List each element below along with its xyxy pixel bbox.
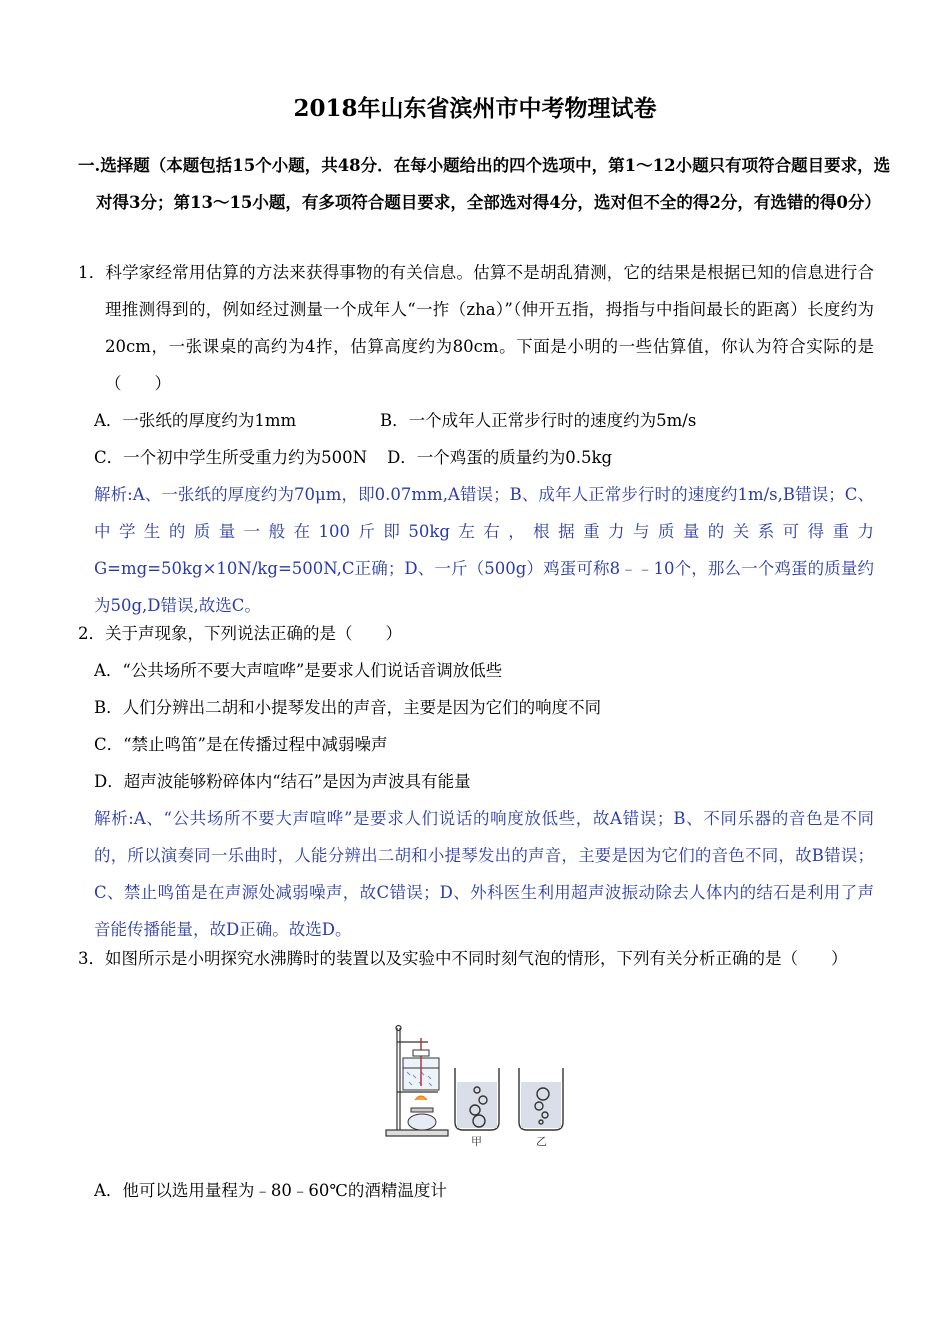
question-3-option-a: A．他可以选用量程为﹣80﹣60℃的酒精温度计	[94, 1181, 447, 1200]
question-1-stem: 1．科学家经常用估算的方法来获得事物的有关信息。估算不是胡乱猜测，它的结果是根据已知的信息进行合理推测得到的，例如经过测量一个成年人“一拃（zha）”（伸开五指，拇指与中指间最长的距离）长度约为20cm，一张课桌的高约为4拃，估算高度约为80cm。下面是小明的一些估算值，你认为符合实际的是（ ）	[78, 263, 874, 393]
section-heading: 一.选择题（本题包括15个小题，共48分．在每小题给出的四个选项中，第1～12小题只有项符合题目要求，选对得3分；第13～15小题，有多项符合题目要求，全部选对得4分，选对但不全的得2分，有选错的得0分）	[78, 156, 891, 212]
question-1-option-a: A．一张纸的厚度约为1mm	[94, 411, 297, 430]
question-1	[78, 254, 874, 624]
question-1-options-row-2	[78, 439, 874, 476]
question-1-option-b: B．一个成年人正常步行时的速度约为5m/s	[380, 411, 697, 430]
question-2-analysis: 解析:A、“公共场所不要大声喧哗”是要求人们说话的响度放低些，故A错误；B、不同乐器的音色是不同的，所以演奏同一乐曲时，人能分辨出二胡和小提琴发出的声音，主要是因为它们的音色不同，故B错误；C、禁止鸣笛是在声源处减弱噪声，故C错误；D、外科医生利用超声波振动除去人体内的结石是利用了声音能传播能量，故D正确。故选D。	[94, 809, 874, 939]
question-1-analysis: 解析:A、一张纸的厚度约为70μm，即0.07mm,A错误；B、成年人正常步行时的速度约1m/s,B错误；C、中学生的质量一般在100斤即50kg左右，根据重力与质量的关系可得重力G=mg=50kg×10N/kg=500N,C正确；D、一斤（500g）鸡蛋可称8﹣﹣10个，那么一个鸡蛋的质量约为50g,D错误,故选C。	[94, 485, 874, 615]
question-2-option-b: B．人们分辨出二胡和小提琴发出的声音，主要是因为它们的响度不同	[94, 698, 602, 717]
question-1-options-row-1	[78, 402, 874, 439]
question-1-option-d: D．一个鸡蛋的质量约为0.5kg	[387, 448, 613, 467]
beaker-jia	[455, 1068, 499, 1130]
question-3-stem: 3．如图所示是小明探究水沸腾时的装置以及实验中不同时刻气泡的情形，下列有关分析正确的是（ ）	[78, 949, 848, 968]
beaker-yi	[519, 1068, 563, 1130]
beaker-on-stand	[403, 1038, 439, 1090]
question-2	[78, 615, 874, 948]
question-3	[78, 940, 874, 977]
figure-label-jia: 甲	[471, 1135, 482, 1148]
figure-label-yi: 乙	[536, 1135, 547, 1148]
question-2-option-d: D．超声波能够粉碎体内“结石”是因为声波具有能量	[94, 772, 471, 791]
question-2-option-a: A．“公共场所不要大声喧哗”是要求人们说话音调放低些	[94, 661, 503, 680]
question-1-option-c: C．一个初中学生所受重力约为500N	[94, 448, 368, 467]
alcohol-lamp	[408, 1096, 436, 1130]
question-2-stem: 2．关于声现象，下列说法正确的是（ ）	[78, 624, 402, 643]
page-title: 2018年山东省滨州市中考物理试卷	[293, 95, 657, 122]
question-2-option-c: C．“禁止鸣笛”是在传播过程中减弱噪声	[94, 735, 388, 754]
boiling-water-apparatus-figure	[383, 1020, 573, 1150]
